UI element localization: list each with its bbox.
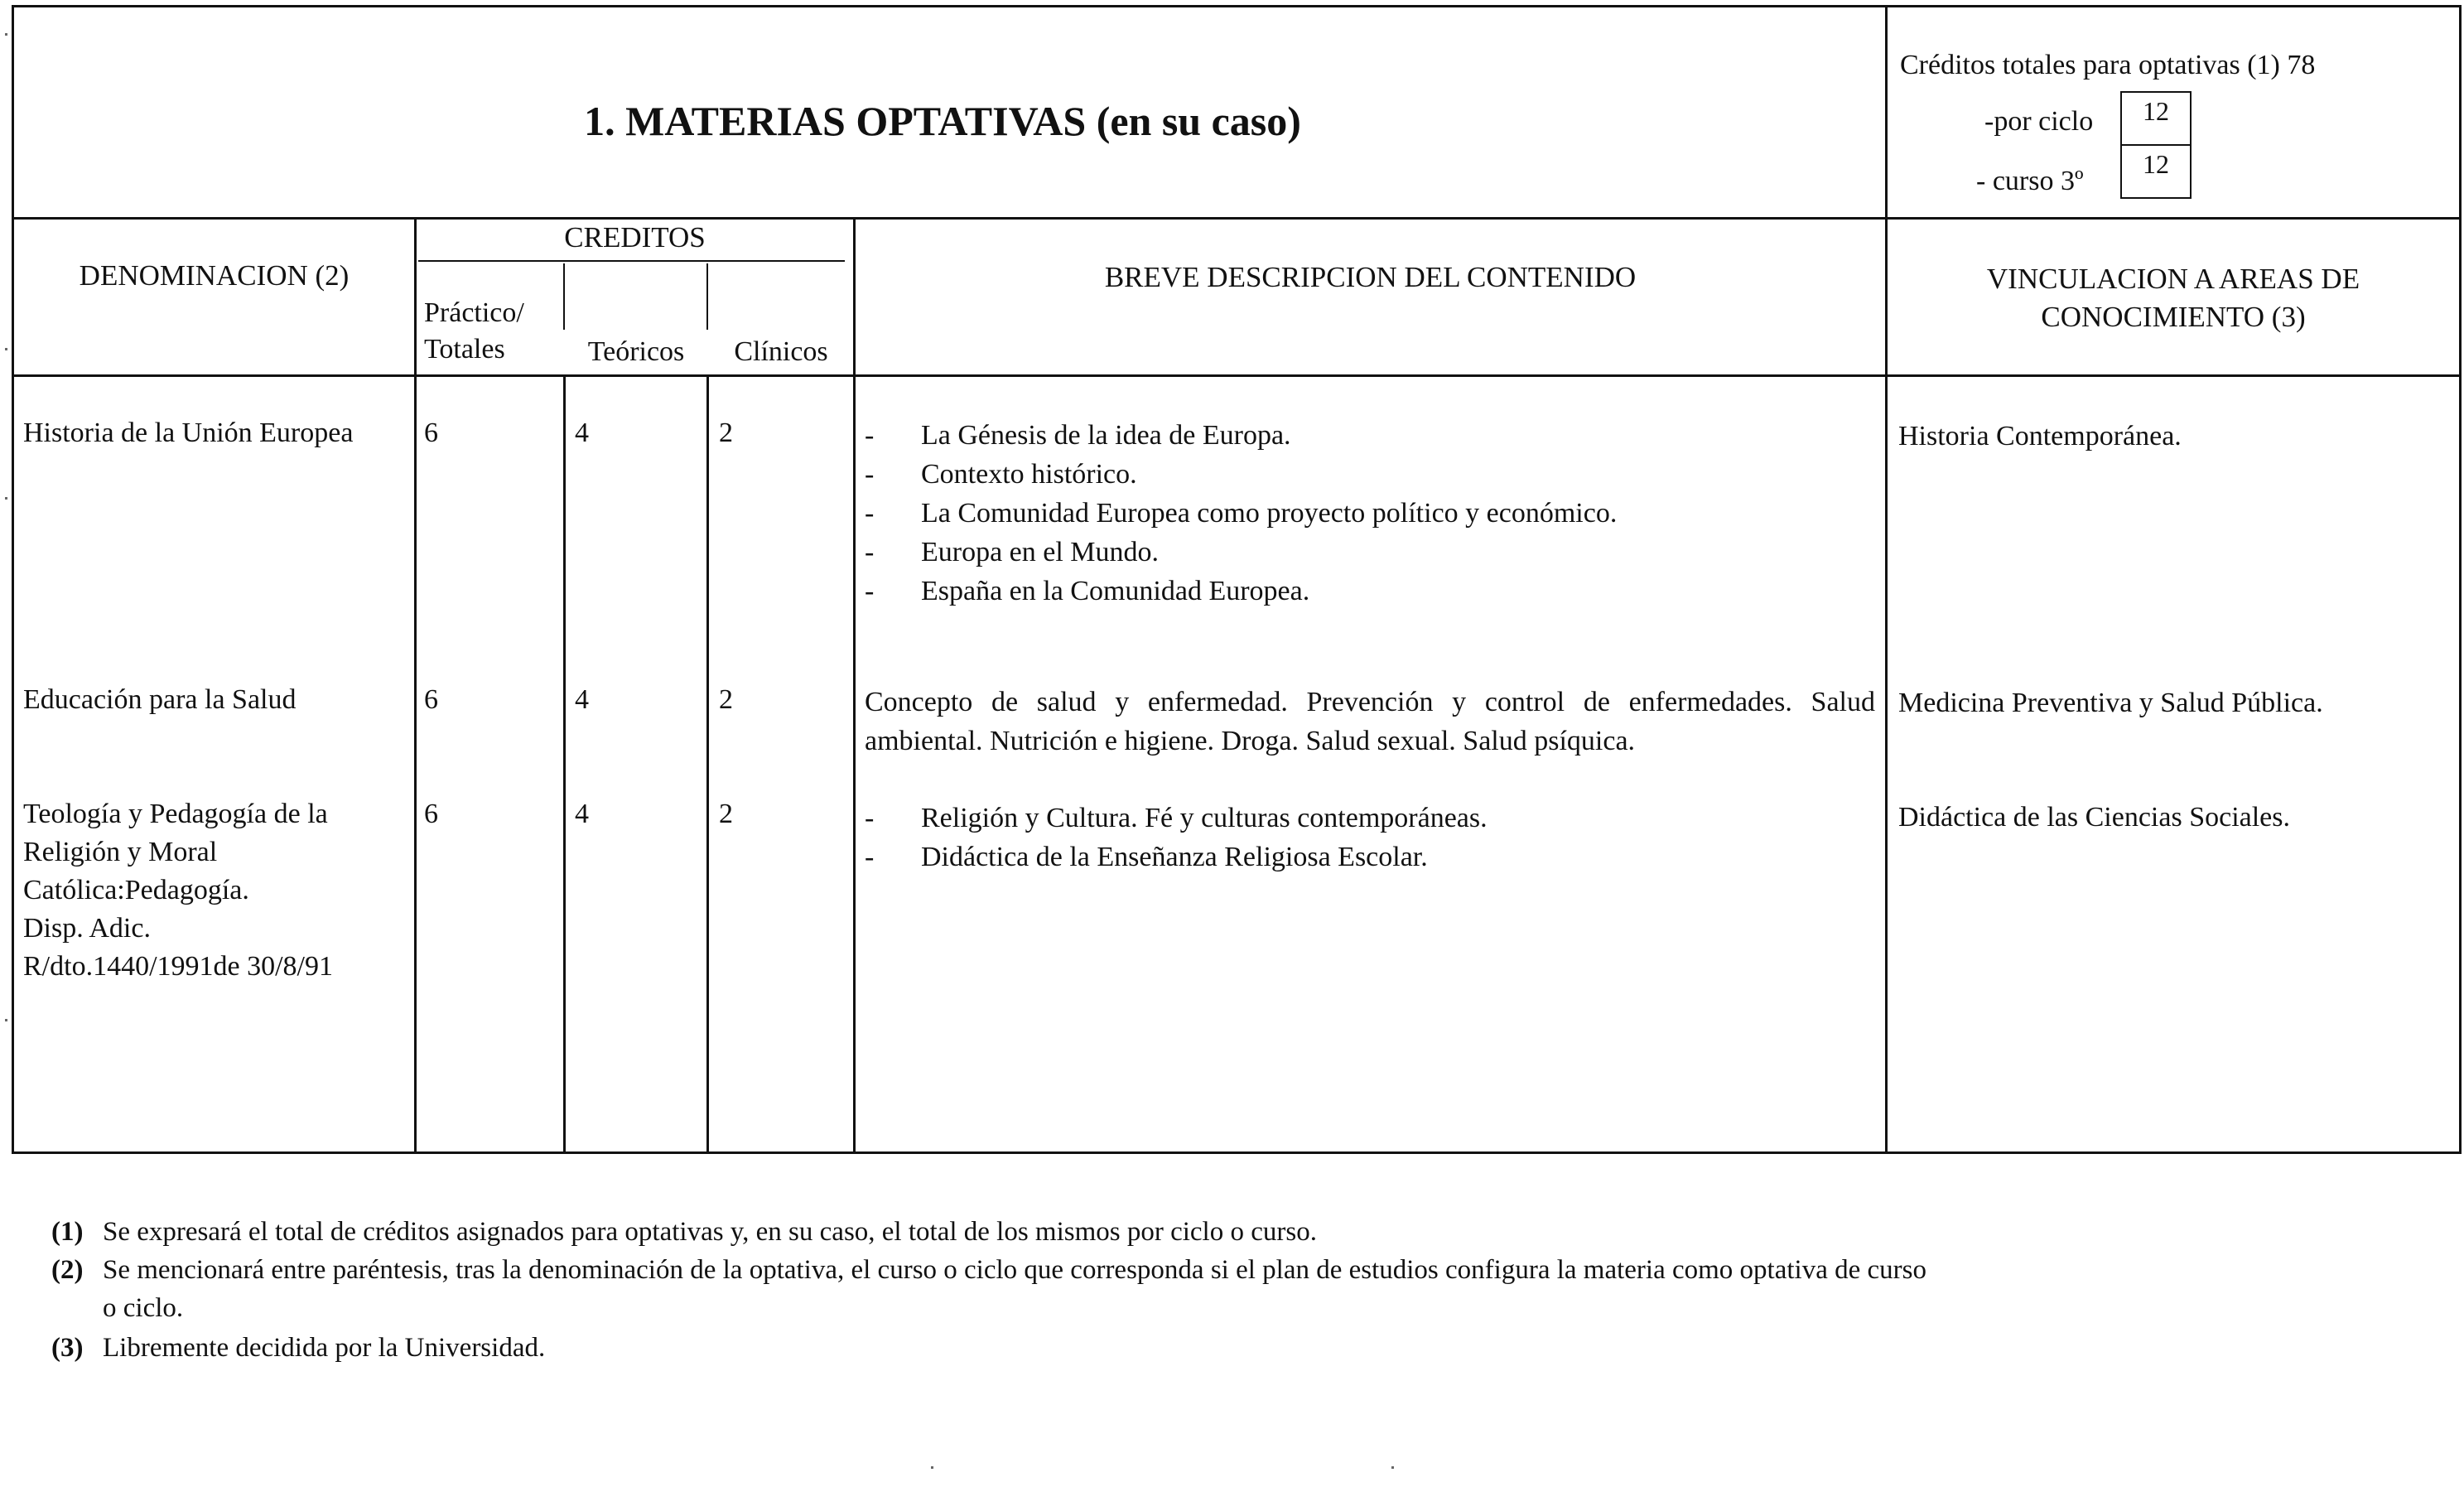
row-totales: 6 bbox=[424, 418, 438, 448]
row-description: Concepto de salud y enfermedad. Prevención y control de enfermedades. Salud ambiental. Nutrición e higiene. Droga. Salud sexual. Salud psíquica. bbox=[865, 687, 1875, 756]
row-area: Medicina Preventiva y Salud Pública. bbox=[1898, 688, 2323, 718]
curso-label: - curso 3º bbox=[1976, 166, 2084, 196]
col-header-creditos: CREDITOS bbox=[564, 221, 706, 253]
page-title: 1. MATERIAS OPTATIVAS (en su caso) bbox=[584, 98, 1301, 144]
list-item: - España en la Comunidad Europea. bbox=[865, 572, 1617, 611]
list-item: - Religión y Cultura. Fé y culturas contemporáneas. bbox=[865, 799, 1488, 838]
footnote-text: Se mencionará entre paréntesis, tras la denominación de la optativa, el curso o ciclo que corresponda si el plan de estudios configura la materia como optativa de curso bbox=[103, 1255, 1926, 1285]
footnote bbox=[51, 1251, 1926, 1289]
col-header-denominacion: DENOMINACION (2) bbox=[79, 259, 350, 292]
row-clinicos: 2 bbox=[719, 418, 733, 448]
footnote-number: (3) bbox=[51, 1333, 84, 1363]
row-description-list bbox=[865, 416, 1617, 611]
row-totales: 6 bbox=[424, 799, 438, 829]
por-ciclo-value: 12 bbox=[2120, 91, 2192, 146]
list-item: - La Génesis de la idea de Europa. bbox=[865, 416, 1617, 455]
row-name: Educación para la Salud bbox=[23, 684, 297, 715]
footnote-number: (2) bbox=[51, 1255, 84, 1285]
col-header-totales: Práctico/ Totales bbox=[424, 297, 524, 365]
row-name: Teología y Pedagogía de la Religión y Moral Católica:Pedagogía. Disp. Adic. R/dto.1440/1991de 30/8/91 bbox=[23, 799, 333, 982]
row-area: Didáctica de las Ciencias Sociales. bbox=[1898, 802, 2290, 833]
footnote-number: (1) bbox=[51, 1217, 84, 1247]
footnote bbox=[51, 1213, 1317, 1251]
row-teoricos: 4 bbox=[575, 418, 589, 448]
row-clinicos: 2 bbox=[719, 684, 733, 715]
footnote-text: Se expresará el total de créditos asignados para optativas y, en su caso, el total de los mismos por ciclo o curso. bbox=[103, 1217, 1317, 1247]
list-item: - Europa en el Mundo. bbox=[865, 533, 1617, 572]
col-header-teoricos: Teóricos bbox=[587, 336, 685, 367]
curso-value: 12 bbox=[2120, 144, 2192, 199]
row-name: Historia de la Unión Europea bbox=[23, 418, 354, 448]
col-header-clinicos: Clínicos bbox=[734, 336, 828, 367]
row-clinicos: 2 bbox=[719, 799, 733, 829]
row-totales: 6 bbox=[424, 684, 438, 715]
por-ciclo-label: -por ciclo bbox=[1984, 106, 2094, 137]
list-item: - Contexto histórico. bbox=[865, 455, 1617, 494]
footnote-continuation: o ciclo. bbox=[103, 1293, 184, 1323]
row-teoricos: 4 bbox=[575, 799, 589, 829]
row-description-list bbox=[865, 799, 1488, 876]
credits-total-label: Créditos totales para optativas (1) 78 bbox=[1900, 50, 2316, 80]
list-item: - Didáctica de la Enseñanza Religiosa Escolar. bbox=[865, 838, 1488, 876]
list-item: - La Comunidad Europea como proyecto político y económico. bbox=[865, 494, 1617, 533]
row-teoricos: 4 bbox=[575, 684, 589, 715]
footnote-text: Libremente decidida por la Universidad. bbox=[103, 1333, 546, 1363]
col-header-vinculacion: VINCULACION A AREAS DE CONOCIMIENTO (3) bbox=[1986, 263, 2360, 333]
row-area: Historia Contemporánea. bbox=[1898, 421, 2182, 451]
col-header-descripcion: BREVE DESCRIPCION DEL CONTENIDO bbox=[1104, 261, 1637, 293]
footnote bbox=[51, 1329, 545, 1367]
